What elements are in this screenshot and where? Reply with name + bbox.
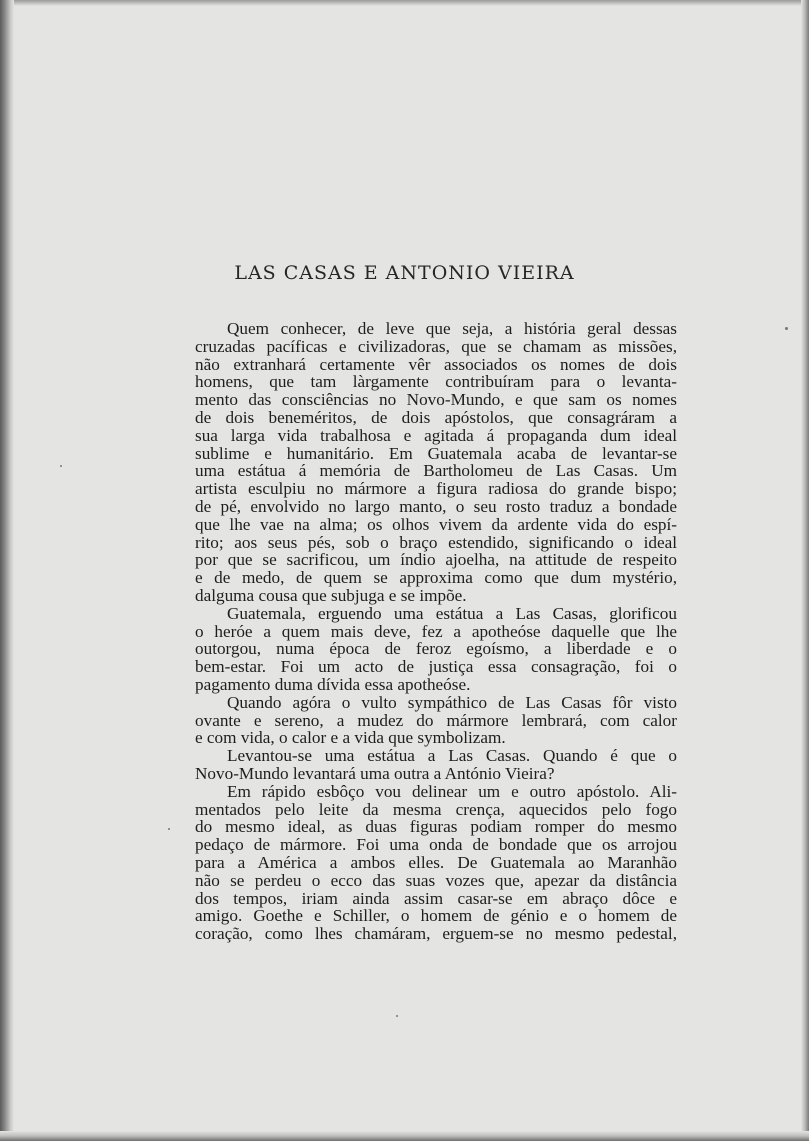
paper-speck: [396, 1015, 398, 1017]
paper-speck: [60, 465, 62, 467]
body-text: [195, 320, 677, 943]
text-line: cruzadas pacíficas e civilizadoras, que se chamam as missões,: [195, 336, 677, 356]
text-line: outorgou, numa época de feroz egoísmo, a liberdade e o: [195, 639, 677, 659]
text-line: de dois beneméritos, de dois apóstolos, que consagráram a: [195, 407, 677, 427]
text-line: o heróe a quem mais deve, fez a apotheóse daquelle que lhe: [195, 621, 677, 641]
text-line: que lhe vae na alma; os olhos vivem da ardente vida do espí-: [195, 514, 677, 534]
text-line: do mesmo ideal, as duas figuras podiam romper do mesmo: [195, 817, 677, 837]
paper-speck: [168, 828, 170, 830]
text-line: Novo-Mundo levantará uma outra a António Vieira?: [195, 763, 555, 783]
text-line: de pé, envolvido no largo manto, o seu rosto traduz a bondade: [195, 496, 677, 516]
text-line: mento das consciências no Novo-Mundo, e que sam os nomes: [195, 390, 677, 410]
page-bottom-edge: [0, 1131, 809, 1141]
page-binding-edge: [0, 0, 14, 1141]
text-line: dos tempos, iriam ainda assim casar-se em abraço dôce e: [195, 888, 677, 908]
text-line: ovante e sereno, a mudez do mármore lembrará, com calor: [195, 710, 677, 730]
paper-speck: [785, 327, 788, 330]
text-line: Em rápido esbôço vou delinear um e outro apóstolo. Ali-: [227, 781, 677, 801]
text-line: para a América a ambos elles. De Guatemala ao Maranhão: [195, 852, 677, 872]
text-line: Quando agóra o vulto sympáthico de Las Casas fôr visto: [227, 692, 677, 712]
text-line: por que se sacrificou, um índio ajoelha, na attitude de respeito: [195, 550, 677, 570]
text-line: Quem conhecer, de leve que seja, a história geral dessas: [227, 319, 677, 338]
text-line: sua larga vida trabalhosa e agitada á propaganda dum ideal: [195, 425, 677, 445]
text-line: não se perdeu o ecco das suas vozes que, apezar da distância: [195, 870, 677, 890]
text-line: e de medo, de quem se approxima como que dum mystério,: [195, 568, 677, 588]
text-line: pedaço de mármore. Foi uma onda de bondade que os arrojou: [195, 835, 677, 855]
text-line: mentados pelo leite da mesma crença, aquecidos pelo fogo: [195, 799, 677, 819]
text-line: pagamento duma dívida essa apotheóse.: [195, 674, 471, 694]
text-line: coração, como lhes chamáram, erguem-se no mesmo pedestal,: [195, 924, 677, 944]
text-line: rito; aos seus pés, sob o braço estendido, significando o ideal: [195, 532, 677, 552]
text-line: sublime e humanitário. Em Guatemala acaba de levantar-se: [195, 443, 677, 463]
text-line: Guatemala, erguendo uma estátua a Las Casas, glorificou: [227, 603, 677, 623]
text-line: amigo. Goethe e Schiller, o homem de génio e o homem de: [195, 906, 677, 926]
chapter-title: LAS CASAS E ANTONIO VIEIRA: [234, 262, 575, 284]
page-top-edge: [0, 0, 809, 6]
text-line: homens, que tam làrgamente contribuíram para o levanta-: [195, 372, 677, 392]
text-line: não extranhará certamente vêr associados os nomes de dois: [195, 354, 677, 374]
text-line: e com vida, o calor e a vida que symbolizam.: [195, 728, 506, 748]
page-right-edge: [801, 0, 809, 1141]
text-line: artista esculpiu no mármore a figura radiosa do grande bispo;: [195, 479, 677, 499]
text-line: dalguma cousa que subjuga e se impõe.: [195, 585, 467, 605]
text-line: uma estátua á memória de Bartholomeu de Las Casas. Um: [195, 461, 677, 481]
text-line: bem-estar. Foi um acto de justiça essa consagração, foi o: [195, 657, 677, 677]
text-line: Levantou-se uma estátua a Las Casas. Quando é que o: [227, 746, 677, 766]
